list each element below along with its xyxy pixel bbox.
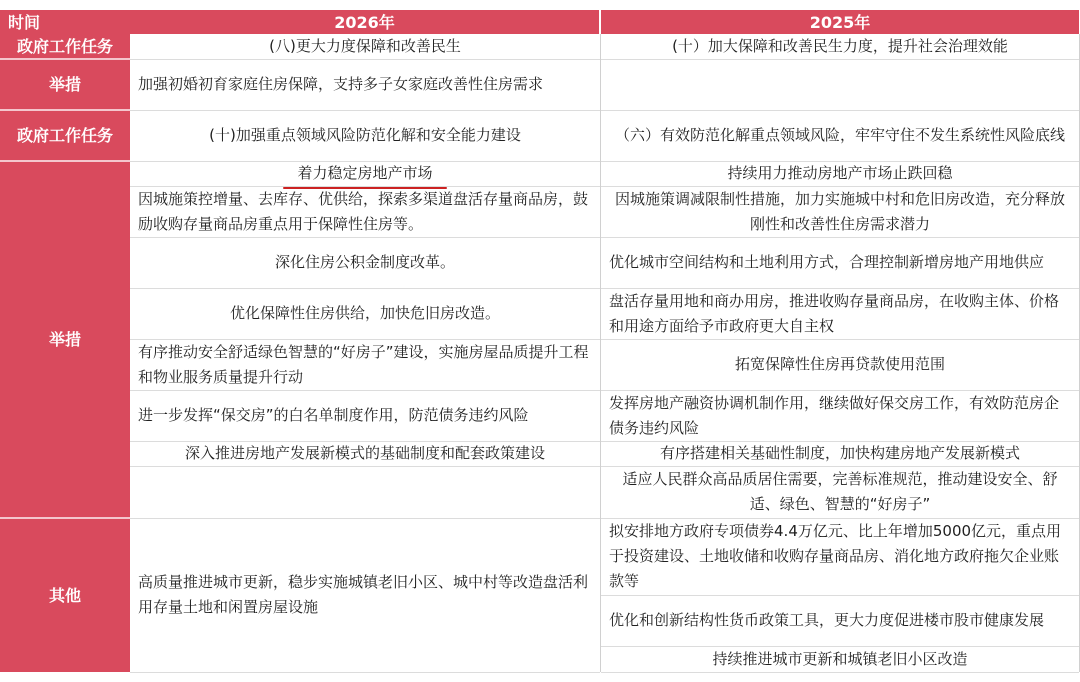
cell-2026-measure-g: 深入推进房地产发展新模式的基础制度和配套政策建设 <box>184 444 545 462</box>
cell-2026-other: 高质量推进城市更新，稳步实施城镇老旧小区、城中村等改造盘活利用存量土地和闲置房屋设施 <box>138 573 589 616</box>
header-time-label: 时间 <box>0 10 130 34</box>
cell-2025-other-c: 持续推进城市更新和城镇老旧小区改造 <box>712 649 968 668</box>
cell-2025-measure-d: 盘活存量用地和商办用房，推进收购存量商品房，在收购主体、价格和用途方面给予市政府更大自主权 <box>609 291 1060 335</box>
highlighted-phrase: 着力稳定房地产市场 <box>297 161 432 186</box>
cell-2026-measure-1: 加强初婚初育家庭住房保障，支持多子女家庭改善性住房需求 <box>138 75 544 93</box>
label-government-task: 政府工作任务 <box>0 110 130 161</box>
cell-2025-task-2: （六）有效防范化解重点领域风险，牢牢守住不发生系统性风险底线 <box>614 126 1065 144</box>
cell-2025-measure-a: 持续用力推动房地产市场止跌回稳 <box>727 164 953 182</box>
cell-2025-measure-e: 拓宽保障性住房再贷款使用范围 <box>734 355 945 373</box>
header-year-2025: 2025年 <box>601 10 1079 34</box>
header-year-2026: 2026年 <box>130 10 599 34</box>
cell-2025-measure-c: 优化城市空间结构和土地利用方式，合理控制新增房地产用地供应 <box>609 253 1045 271</box>
label-other: 其他 <box>0 518 130 672</box>
cell-2026-measure-d: 优化保障性住房供给，加快危旧房改造。 <box>229 304 500 322</box>
cell-2026-task-1: (八)更大力度保障和改善民生 <box>269 37 461 55</box>
cell-2025-other-b: 优化和创新结构性货币政策工具，更大力度促进楼市股市健康发展 <box>609 611 1045 629</box>
cell-2025-measure-g: 有序搭建相关基础性制度，加快构建房地产发展新模式 <box>659 444 1020 462</box>
cell-2025-measure-1 <box>601 59 1079 110</box>
cell-2025-task-1: (十）加大保障和改善民生力度，提升社会治理效能 <box>672 37 1008 55</box>
cell-2025-measure-h: 适应人民群众高品质居住需要，完善标准规范，推动建设安全、舒适、绿色、智慧的“好房子” <box>622 470 1058 513</box>
cell-2026-task-2: (十)加强重点领域风险防范化解和安全能力建设 <box>209 126 521 144</box>
cell-2025-other-a: 拟安排地方政府专项债券4.4万亿元、比上年增加5000亿元，重点用于投资建设、土地收储和收购存量商品房、消化地方政府拖欠企业账款等 <box>609 522 1062 590</box>
cell-2025-measure-f: 发挥房地产融资协调机制作用，继续做好保交房工作，有效防范房企债务违约风险 <box>609 393 1060 437</box>
cell-2026-measure-f: 进一步发挥“保交房”的白名单制度作用，防范债务违约风险 <box>138 406 529 424</box>
cell-2026-measure-b: 因城施策控增量、去库存、优供给，探索多渠道盘活存量商品房，鼓励收购存量商品房重点用于保障性住房等。 <box>138 189 589 233</box>
cell-2026-measure-c: 深化住房公积金制度改革。 <box>274 253 455 271</box>
cell-2026-measure-stabilize-market <box>130 161 600 186</box>
label-measures: 举措 <box>0 161 130 518</box>
cell-2026-measure-e: 有序推动安全舒适绿色智慧的“好房子”建设，实施房屋品质提升工程和物业服务质量提升行动 <box>138 342 589 386</box>
label-government-task: 政府工作任务 <box>0 34 130 59</box>
cell-2026-measure-h <box>130 466 600 518</box>
cell-2025-measure-b: 因城施策调减限制性措施，加力实施城中村和危旧房改造，充分释放刚性和改善性住房需求潜力 <box>614 189 1065 233</box>
label-measures: 举措 <box>0 59 130 110</box>
